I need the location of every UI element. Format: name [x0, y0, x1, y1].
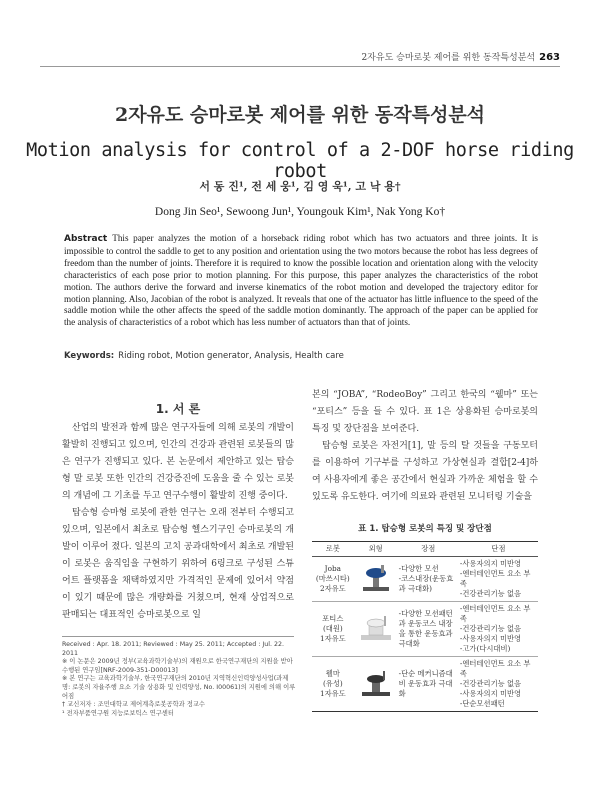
table-header-row	[312, 542, 538, 557]
table-row	[312, 602, 538, 657]
left-column	[62, 420, 294, 624]
robot-comparison-table	[312, 541, 538, 712]
cons-cell: -엔터테인먼트 요소 부족 -건강관리기능 없음 -사용자의지 미반영 -고가(다시대비)	[459, 602, 538, 657]
abstract-text: This paper analyzes the motion of a horseback riding robot which has two actuators and three joints. It is impossible to control the saddle to get to any position and orientation using the two motors because the robot has less degrees of freedom than the number of joints. Therefore it is required to know the possible location and orientation along with the velocity characteristics of each pose prior to motion planning. For this purpose, this paper analyzes the characteristics of the robot motion. The authors derive the forward and inverse kinematics of the robot motion and developed the trajectory editor for motion planning. Also, Jacobian of the robot is analyzed. It reveals that one of the actuator has little influence to the speed of the saddle motion while the other affects the speed of the saddle motion dominantly. The approach of the paper can be applied for the analysis of characteristics of a robot which has less number of actuators than that of joints.	[64, 233, 538, 328]
table-row	[312, 657, 538, 712]
robot-name-cell: 포티스 (대원) 1자유도	[312, 602, 354, 657]
cons-cell: -사용자의지 미반영 -엔터테인먼트 요소 부족 -건강관리기능 없음	[459, 557, 538, 602]
header-divider	[40, 66, 560, 67]
wellma-robot-image	[357, 668, 395, 698]
intro-paragraph-1: 산업의 발전과 함께 많은 연구자들에 의해 로봇의 개발이 활발히 진행되고 있으며, 인간의 건강과 관련된 로봇들의 많은 연구가 진행되고 있다. 본 논문에서 제안하고 있는 탑승형 말 로봇 또한 인간의 건강증진에 도움을 줄 수 있는 로봇의 개념에 그 기초를 두고 연구수행이 활발히 진행 중이다.	[62, 423, 294, 501]
table-header-cell: 단점	[459, 542, 538, 557]
pros-cell: -단순 메커니즘대비 운동효과 극대화	[398, 657, 459, 712]
robot-name-cell: 웰마 (유성) 1자유도	[312, 657, 354, 712]
title-english: Motion analysis for control of a 2-DOF horse riding robot	[26, 140, 574, 182]
keywords-label: Keywords:	[64, 351, 115, 361]
authors-english: Dong Jin Seo¹, Sewoong Jun¹, Youngouk Kim¹, Nak Yong Ko†	[154, 206, 446, 218]
footnote-dates: Received : Apr. 18. 2011; Reviewed : May 25. 2011; Accepted : Jul. 22. 2011	[62, 641, 284, 657]
table-header-cell: 장점	[398, 542, 459, 557]
keywords-text: Riding robot, Motion generator, Analysis, Health care	[118, 351, 344, 361]
right-column	[312, 387, 538, 506]
table-row	[312, 557, 538, 602]
section-heading-introduction: 1. 서 론	[155, 402, 201, 416]
table-header-cell: 로봇	[312, 542, 354, 557]
footnote-divider	[62, 636, 294, 637]
pros-cell: -다양한 모션 -코스내장(운동효과 극대화)	[398, 557, 459, 602]
footnote-funding-2: ※ 본 연구는 교육과학기술부, 한국연구재단의 2010년 지역혁신인력양성사업(과제명: 로봇의 자율주행 요소 기술 상용화 및 인력양성, No. I00061)의 지원에 의해 이루어짐	[62, 675, 296, 700]
title-korean: 2자유도 승마로봇 제어를 위한 동작특성분석	[114, 104, 486, 126]
abstract	[64, 233, 538, 329]
footnote-affiliation: ¹ 전자부품연구원 지능로보틱스 연구센터	[62, 709, 174, 717]
running-head-title: 2자유도 승마로봇 제어를 위한 동작특성분석	[361, 53, 536, 63]
pros-cell: -다양한 모션패턴과 운동코스 내장을 통한 운동효과 극대화	[398, 602, 459, 657]
joba-robot-image	[357, 563, 395, 593]
abstract-label: Abstract	[64, 234, 108, 244]
keywords	[64, 351, 538, 361]
table-caption: 표 1. 탑승형 로봇의 특징 및 장단점	[358, 524, 492, 534]
intro-paragraph-2: 탑승형 승마형 로봇에 관한 연구는 오래 전부터 수행되고 있으며, 일본에서 최초로 탑승형 헬스기구인 승마로봇의 개발이 이루어 졌다. 일본의 고치 공과대학에서 최초로 개발된 이 로봇은 움직임을 구현하기 위하여 6링크로 구성된 스튜어트 플랫폼을 채택하였지만 가격적인 문제에 있어서 약점이 있기 때문에 많은 개량화를 거쳤으며, 현재 상업적으로 판매되는 대표적인 승마로봇으로 일	[62, 508, 294, 620]
right-paragraph-1: 본의 “JOBA”, “RodeoBoy” 그리고 한국의 “웰마” 또는 “포티스” 등을 들 수 있다. 표 1은 상용화된 승마로봇의 특징 및 장단점을 보여준다.	[312, 390, 538, 434]
right-paragraph-2: 탑승형 로봇은 자전거[1], 말 등의 탈 것들을 구동모터를 이용하여 기구부를 구성하고 가상현실과 결합[2-4]하여 사용자에게 좋은 공간에서 현실과 가까운 체험을 할 수 있도록 유도한다. 여기에 의료와 관련된 모니터링 기술을	[312, 441, 538, 502]
footnote-funding-1: ※ 이 논문은 2009년 정부(교육과학기술부)의 재원으로 한국연구재단의 지원을 받아 수행된 연구임[NRF-2009-351-D00013]	[62, 658, 293, 674]
footnote-corresponding-author: † 교신저자 : 조민대학교 제어계측로봇공학과 정교수	[62, 701, 206, 709]
robot-name-cell: Joba (마쓰시타) 2자유도	[312, 557, 354, 602]
page-number: 263	[539, 52, 560, 63]
fortis-robot-image	[357, 613, 395, 643]
cons-cell: -엔터테인먼트 요소 부족 -건강관리기능 없음 -사용자의지 미반영 -단순모션패턴	[459, 657, 538, 712]
running-head	[361, 50, 560, 63]
authors-korean: 서 동 진¹, 전 세 웅¹, 김 영 욱¹, 고 낙 용†	[199, 180, 401, 193]
footnotes	[62, 641, 296, 718]
table-header-cell: 외형	[354, 542, 398, 557]
